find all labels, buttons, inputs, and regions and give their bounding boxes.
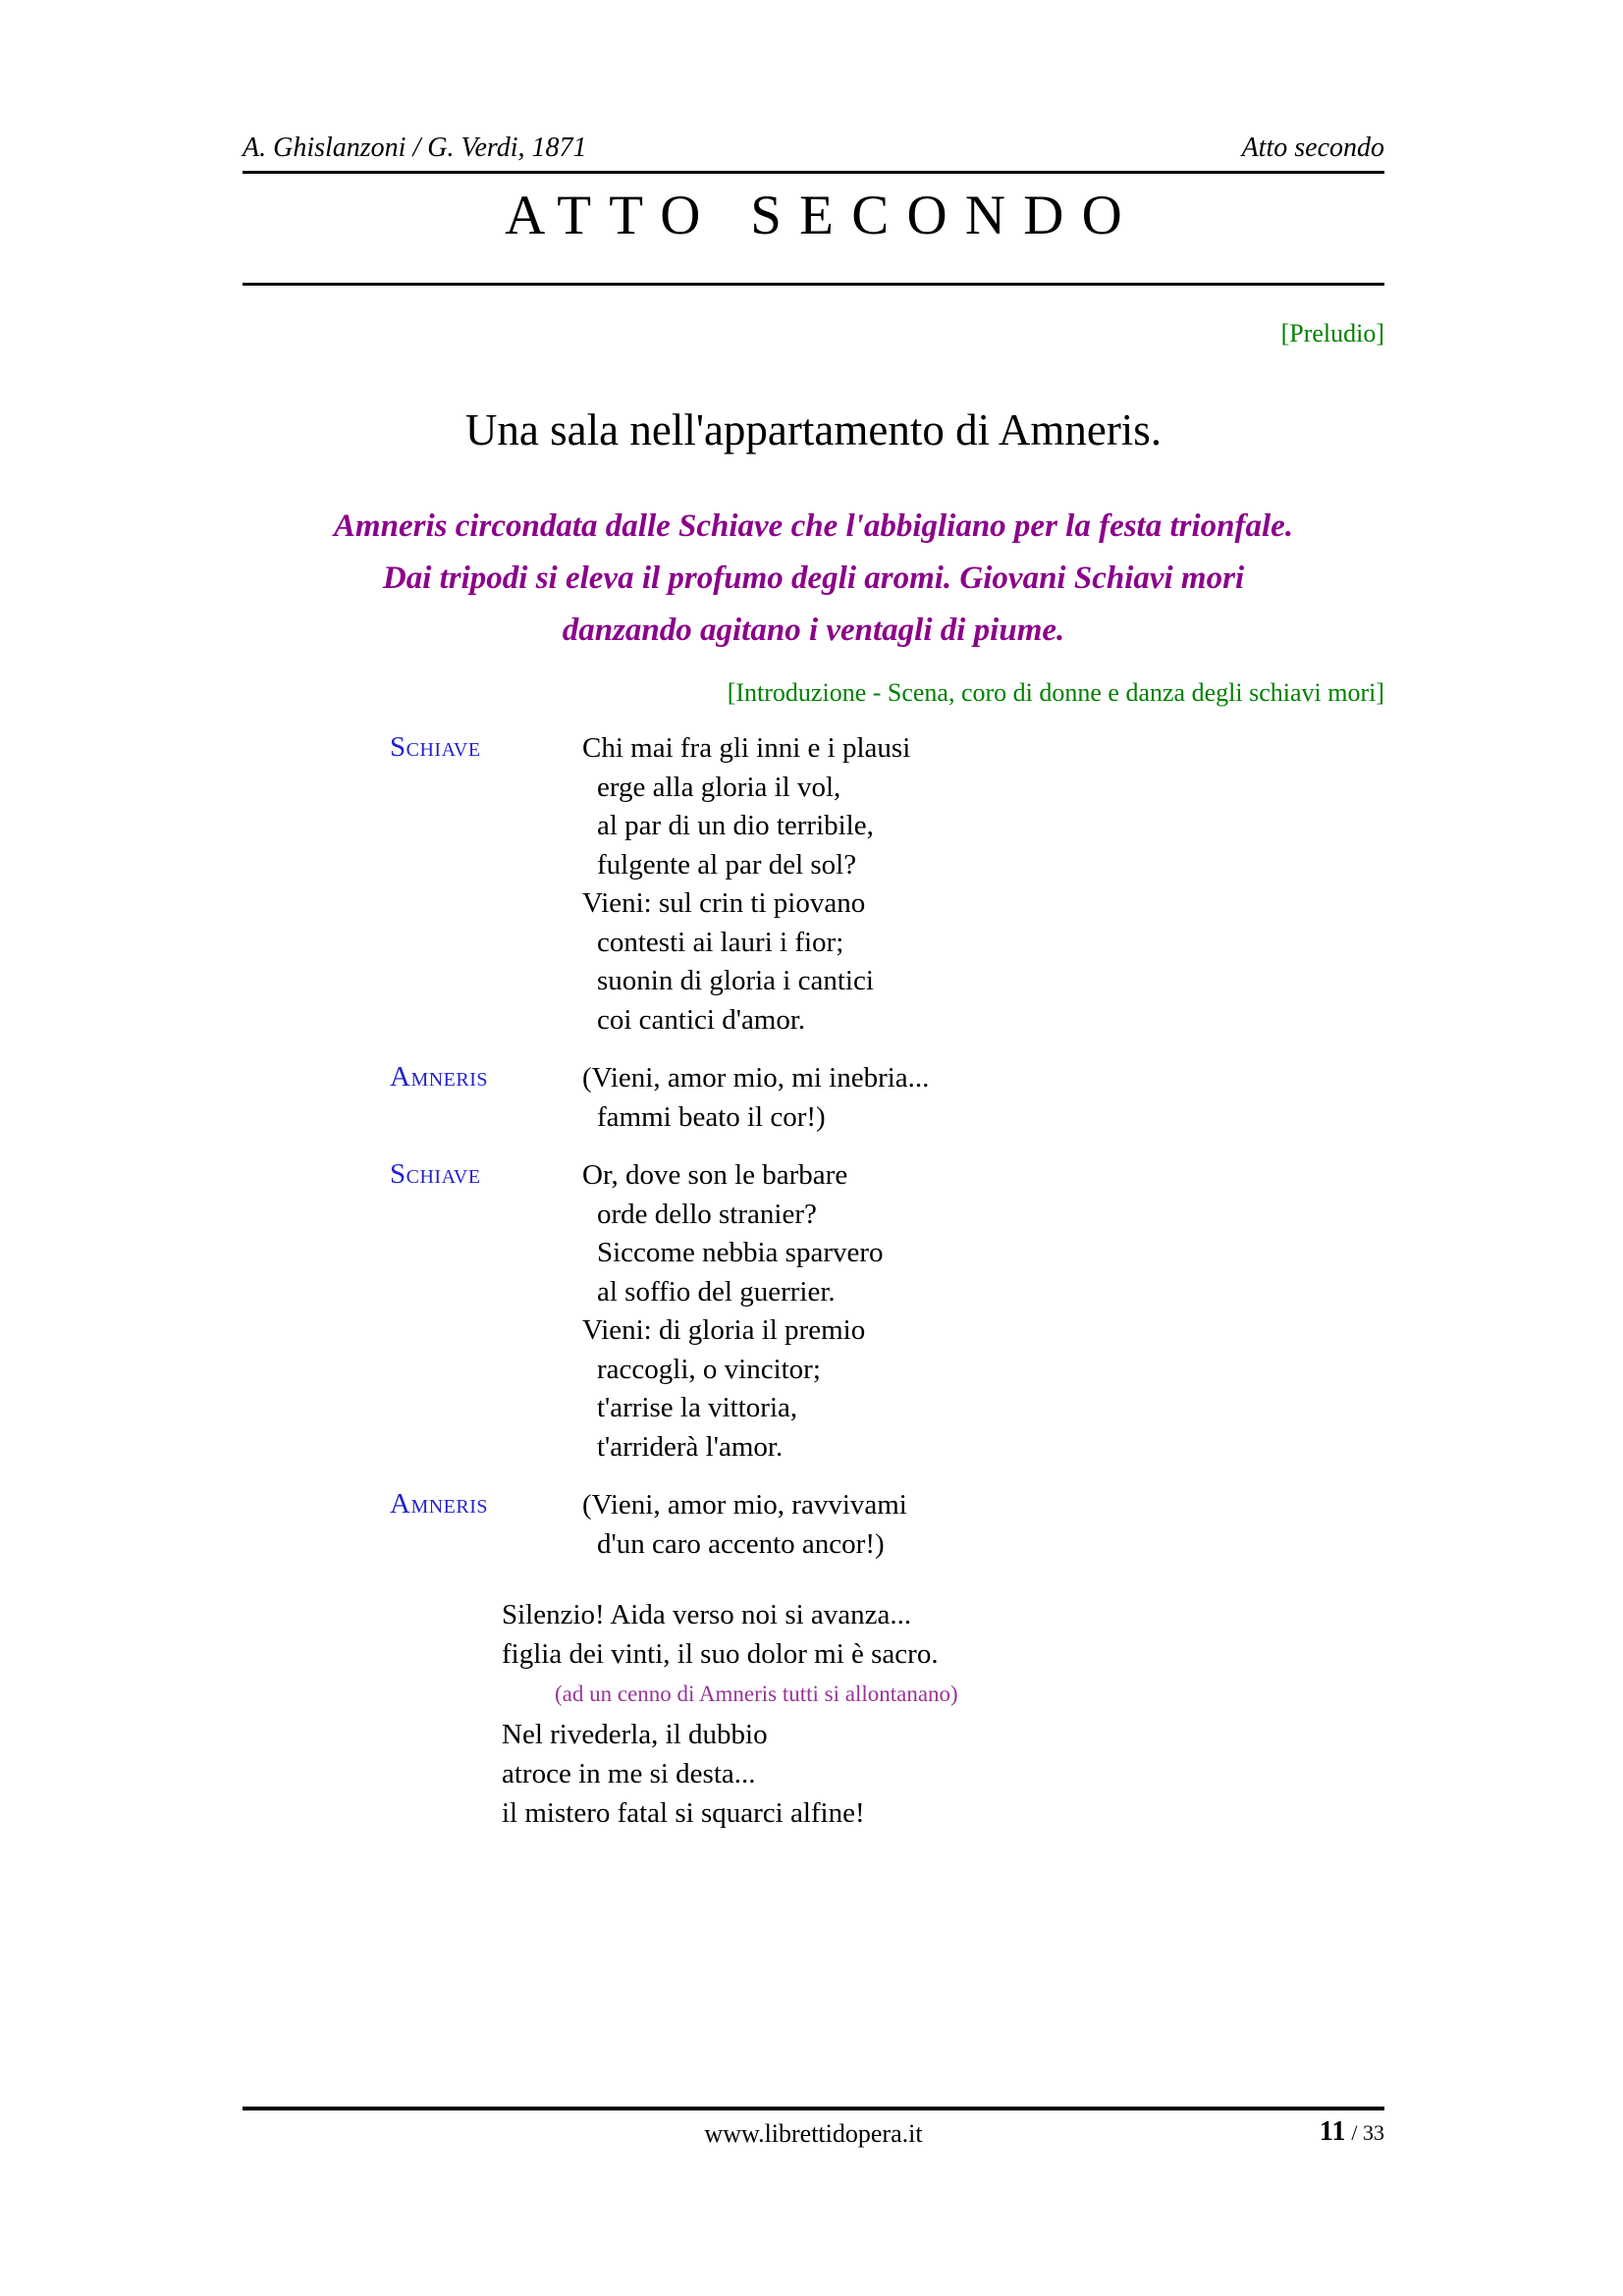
introduzione-note: [Introduzione - Scena, coro di donne e danza degli schiavi mori]: [727, 678, 1384, 707]
verses: [582, 1486, 1384, 1564]
verse-line: erge alla gloria il vol,: [597, 771, 841, 803]
speaker-name: Schiave: [390, 731, 481, 763]
verse-line: suonin di gloria i cantici: [597, 965, 874, 996]
title-divider: [243, 283, 1384, 286]
verse-line: fulgente al par del sol?: [597, 848, 857, 881]
verse-line: al soffio del guerrier.: [597, 1275, 836, 1308]
speech-block: [390, 729, 1384, 1040]
verse-line: (Vieni, amor mio, ravvivami: [582, 1489, 907, 1521]
dialogue: [390, 729, 1384, 1833]
page-content: [243, 0, 1384, 2296]
verse-line: fammi beato il cor!): [597, 1100, 826, 1133]
speech-continuation: [502, 1595, 1384, 1833]
verse-line: orde dello stranier?: [597, 1198, 817, 1230]
header-act-label: Atto secondo: [1241, 133, 1384, 163]
stage-note: (ad un cenno di Amneris tutti si allontanano): [555, 1682, 958, 1706]
act-title: ATTO SECONDO: [505, 185, 1141, 246]
verse-line: t'arriderà l'amor.: [597, 1430, 784, 1463]
verse-line: t'arrise la vittoria,: [597, 1392, 798, 1423]
page-number: 11: [1319, 2116, 1346, 2147]
footer-inner: [243, 2110, 1384, 2150]
verse-line: Silenzio! Aida verso noi si avanza...: [502, 1599, 912, 1630]
verse-line: Chi mai fra gli inni e i plausi: [582, 732, 911, 764]
verse-line: contesti ai lauri i fior;: [597, 926, 844, 958]
verse-line: figlia dei vinti, il suo dolor mi è sacro.: [502, 1638, 939, 1670]
verse-line: raccogli, o vincitor;: [597, 1353, 821, 1385]
speech-block: [390, 1156, 1384, 1467]
page-indicator: [1320, 2116, 1384, 2149]
header-author-credit: A. Ghislanzoni / G. Verdi, 1871: [243, 133, 587, 163]
page-footer: [243, 2107, 1384, 2150]
speaker-name: Amneris: [390, 1488, 489, 1520]
verse-line: Siccome nebbia sparvero: [597, 1237, 884, 1268]
speaker-name: Amneris: [390, 1061, 489, 1093]
verse-line: (Vieni, amor mio, mi inebria...: [582, 1062, 930, 1094]
running-header: [243, 132, 1384, 174]
speech-block: [390, 1486, 1384, 1564]
speech-block: [390, 1059, 1384, 1137]
verse-line: Vieni: sul crin ti piovano: [582, 887, 866, 919]
verse-line: il mistero fatal si squarci alfine!: [502, 1797, 865, 1829]
verse-line: d'un caro accento ancor!): [597, 1527, 885, 1560]
stage-direction: [243, 501, 1384, 657]
verse-line: Or, dove son le barbare: [582, 1159, 848, 1191]
stage-direction-line: Dai tripodi si eleva il profumo degli aromi. Giovani Schiavi mori: [382, 561, 1245, 596]
stage-direction-line: danzando agitano i ventagli di piume.: [562, 613, 1065, 648]
footer-url-link[interactable]: www.librettidopera.it: [704, 2119, 923, 2148]
verses: [582, 729, 1384, 1040]
verse-line: coi cantici d'amor.: [597, 1003, 806, 1036]
verses: [582, 1059, 1384, 1137]
verse-line: atroce in me si desta...: [502, 1758, 756, 1789]
scene-title: Una sala nell'appartamento di Amneris.: [464, 405, 1163, 454]
verse-line: Nel rivederla, il dubbio: [502, 1719, 768, 1750]
preludio-note: [Preludio]: [1280, 319, 1384, 347]
verse-line: Vieni: di gloria il premio: [582, 1314, 866, 1346]
speaker-name: Schiave: [390, 1158, 481, 1190]
verses: [582, 1156, 1384, 1467]
verse-line: al par di un dio terribile,: [597, 810, 874, 841]
stage-direction-line: Amneris circondata dalle Schiave che l'abbigliano per la festa trionfale.: [333, 508, 1294, 544]
page-total: / 33: [1351, 2120, 1384, 2145]
